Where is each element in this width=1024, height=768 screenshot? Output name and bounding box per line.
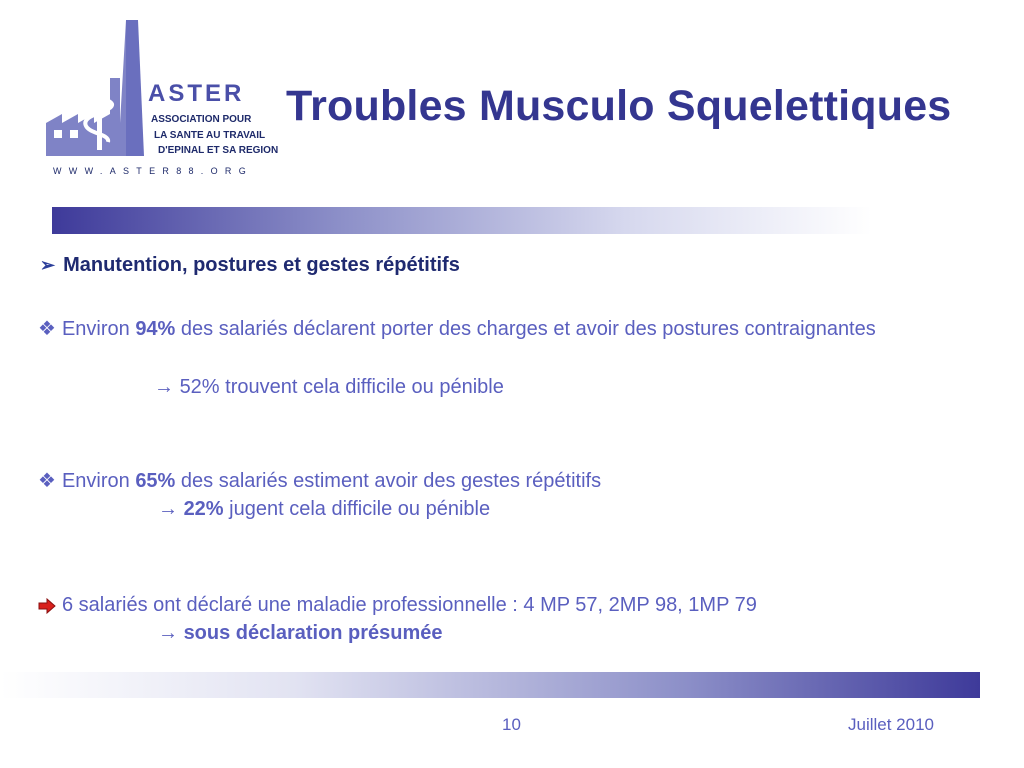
- item-3: [38, 590, 757, 620]
- item-2-percent: 65%: [135, 470, 176, 492]
- top-divider-bar: [52, 207, 872, 234]
- item-1-sub-text: 52% trouvent cela difficile ou pénible: [179, 376, 504, 398]
- bottom-divider-bar: [0, 672, 980, 698]
- footer-date: Juillet 2010: [848, 715, 935, 734]
- item-2-text: des salariés estiment avoir des gestes répétitifs: [180, 470, 602, 492]
- right-arrow-icon: →: [154, 376, 174, 398]
- diamond-bullet-icon: ❖: [38, 318, 56, 340]
- item-2-sub: [158, 498, 490, 521]
- slide-title: Troubles Musculo Squelettiques: [286, 82, 952, 130]
- red-arrow-bullet-icon: [38, 598, 56, 614]
- item-2-sub-text: jugent cela difficile ou pénible: [229, 498, 491, 520]
- item-3-sub: [158, 622, 443, 645]
- diamond-bullet-icon: ❖: [38, 470, 56, 492]
- item-3-text: 6 salariés ont déclaré une maladie professionnelle : 4 MP 57, 2MP 98, 1MP 79: [62, 594, 757, 616]
- section-heading-text: Manutention, postures et gestes répétitifs: [63, 254, 460, 276]
- logo-line-1: ASSOCIATION POUR: [151, 114, 252, 125]
- logo-line-2: LA SANTE AU TRAVAIL: [154, 130, 266, 141]
- aster-logo: [40, 18, 300, 183]
- right-arrow-icon: →: [158, 498, 178, 520]
- section-heading: [40, 254, 460, 277]
- logo-name: ASTER: [148, 80, 245, 107]
- item-1-prefix: Environ: [61, 318, 130, 340]
- item-2-sub-percent: 22%: [183, 498, 224, 520]
- item-1-percent: 94%: [135, 318, 176, 340]
- item-2-prefix: Environ: [61, 470, 130, 492]
- item-1-sub: [154, 376, 504, 399]
- logo-url: WWW.ASTER88.ORG: [53, 166, 254, 176]
- arrow-bullet-icon: ➢: [40, 255, 56, 275]
- item-3-sub-text: sous déclaration présumée: [183, 622, 443, 644]
- item-1: [38, 314, 970, 344]
- item-2: [38, 466, 601, 496]
- logo-line-3: D'EPINAL ET SA REGION: [158, 145, 279, 156]
- right-arrow-icon: →: [158, 622, 178, 644]
- page-number: 10: [502, 715, 521, 734]
- item-1-text: des salariés déclarent porter des charges et avoir des postures contraignantes: [180, 318, 876, 340]
